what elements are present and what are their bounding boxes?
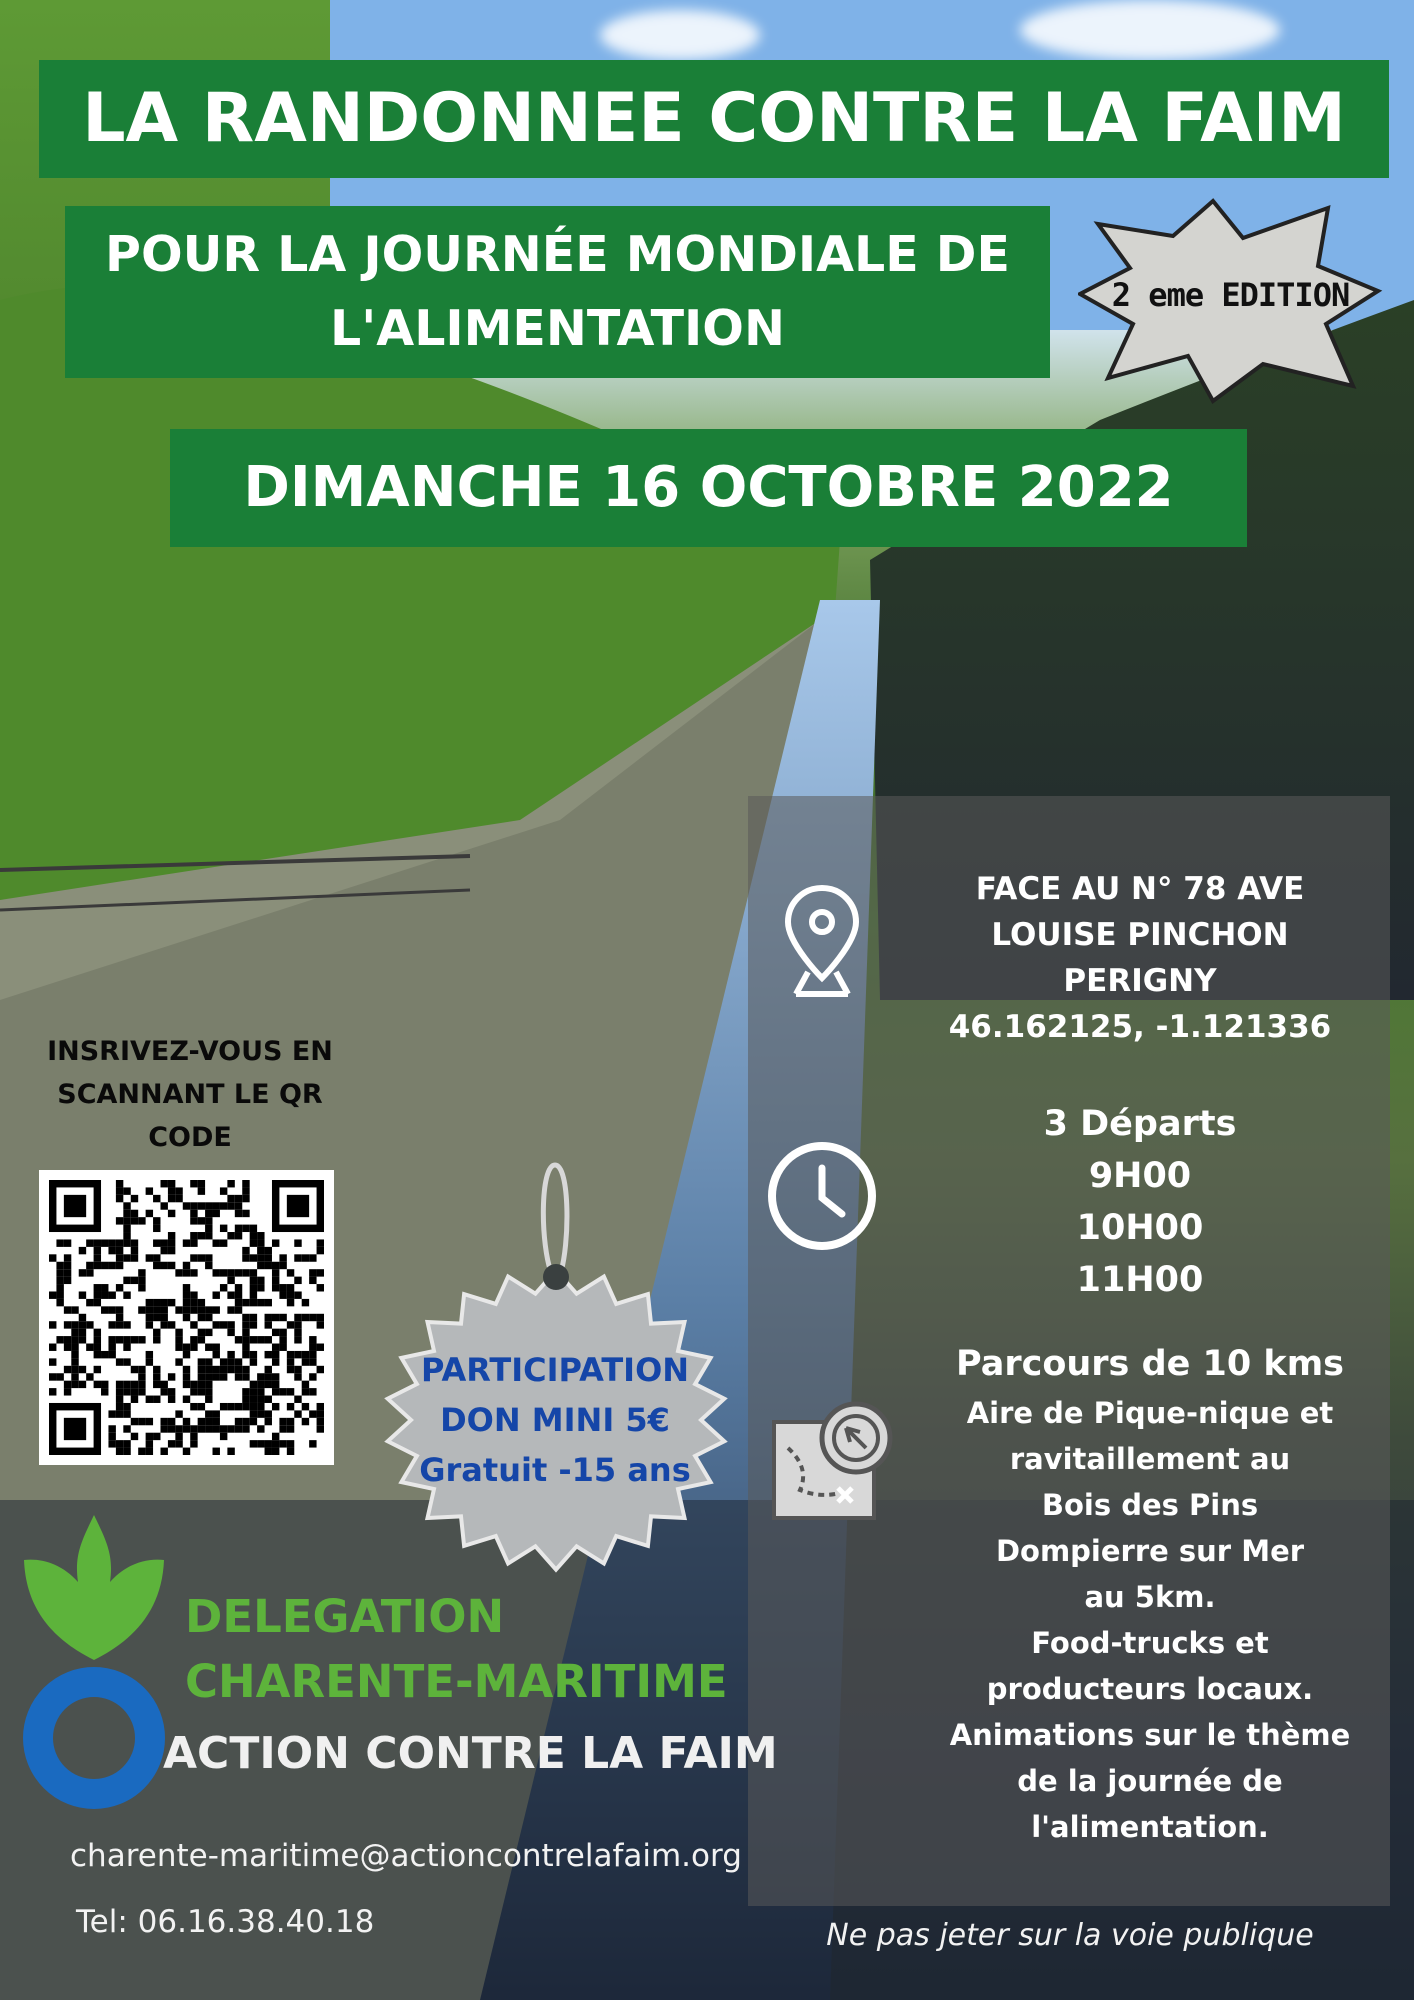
- delegation-line-2: CHARENTE-MARITIME: [185, 1655, 728, 1708]
- subtitle-banner: [65, 206, 1050, 378]
- qr-instructions: [30, 1030, 350, 1159]
- date-banner: DIMANCHE 16 OCTOBRE 2022: [170, 429, 1247, 547]
- participation-line-1: PARTICIPATION: [420, 1351, 690, 1389]
- departs-block: [940, 1098, 1340, 1306]
- depart-time: 9H00: [1088, 1156, 1192, 1196]
- contact-phone[interactable]: Tel: 06.16.38.40.18: [76, 1904, 375, 1940]
- qr-pattern: [49, 1180, 324, 1455]
- title-banner: LA RANDONNEE CONTRE LA FAIM: [39, 60, 1389, 178]
- route-line: de la journée de: [1017, 1764, 1283, 1798]
- disposal-notice: Ne pas jeter sur la voie publique: [826, 1918, 1314, 1953]
- route-line: Bois des Pins: [1041, 1488, 1259, 1522]
- route-line: au 5km.: [1084, 1580, 1216, 1614]
- participation-info: [395, 1345, 715, 1495]
- route-line: Aire de Pique-nique et: [966, 1396, 1334, 1430]
- clock-icon: [766, 1140, 878, 1252]
- address-block: [940, 866, 1340, 1050]
- route-block: [930, 1338, 1370, 1850]
- edition-label: 2 eme EDITION: [1111, 276, 1350, 314]
- address-line-2: LOUISE PINCHON: [991, 917, 1289, 953]
- route-line: Dompierre sur Mer: [995, 1534, 1305, 1568]
- address-coordinates: 46.162125, -1.121336: [948, 1009, 1332, 1045]
- route-line: Animations sur le thème: [949, 1718, 1351, 1752]
- contact-email[interactable]: charente-maritime@actioncontrelafaim.org: [70, 1838, 742, 1874]
- route-line: ravitaillement au: [1009, 1442, 1291, 1476]
- depart-time: 10H00: [1076, 1208, 1204, 1248]
- map-compass-icon: [770, 1398, 900, 1528]
- route-heading: Parcours de 10 kms: [955, 1344, 1345, 1384]
- registration-qr-code[interactable]: [39, 1170, 334, 1465]
- subtitle-line-1: POUR LA JOURNÉE MONDIALE DE: [105, 226, 1010, 283]
- route-line: l'alimentation.: [1031, 1810, 1269, 1844]
- qr-instructions-line-2: SCANNANT LE QR: [57, 1079, 323, 1110]
- organization-name: ACTION CONTRE LA FAIM: [163, 1728, 778, 1779]
- delegation-line-1: DELEGATION: [185, 1590, 505, 1643]
- acf-logo: [14, 1510, 174, 1810]
- qr-instructions-line-3: CODE: [148, 1122, 232, 1153]
- participation-line-2: DON MINI 5€: [440, 1401, 670, 1439]
- depart-time: 11H00: [1076, 1260, 1204, 1300]
- address-line-1: FACE AU N° 78 AVE: [975, 871, 1305, 907]
- route-line: Food-trucks et: [1031, 1626, 1269, 1660]
- location-pin-icon: [782, 882, 862, 1002]
- route-line: producteurs locaux.: [986, 1672, 1314, 1706]
- participation-line-3: Gratuit -15 ans: [419, 1451, 691, 1489]
- qr-instructions-line-1: INSRIVEZ-VOUS EN: [47, 1036, 333, 1067]
- address-line-3: PERIGNY: [1063, 963, 1217, 999]
- subtitle-line-2: L'ALIMENTATION: [330, 300, 785, 357]
- departs-heading: 3 Départs: [1043, 1104, 1237, 1144]
